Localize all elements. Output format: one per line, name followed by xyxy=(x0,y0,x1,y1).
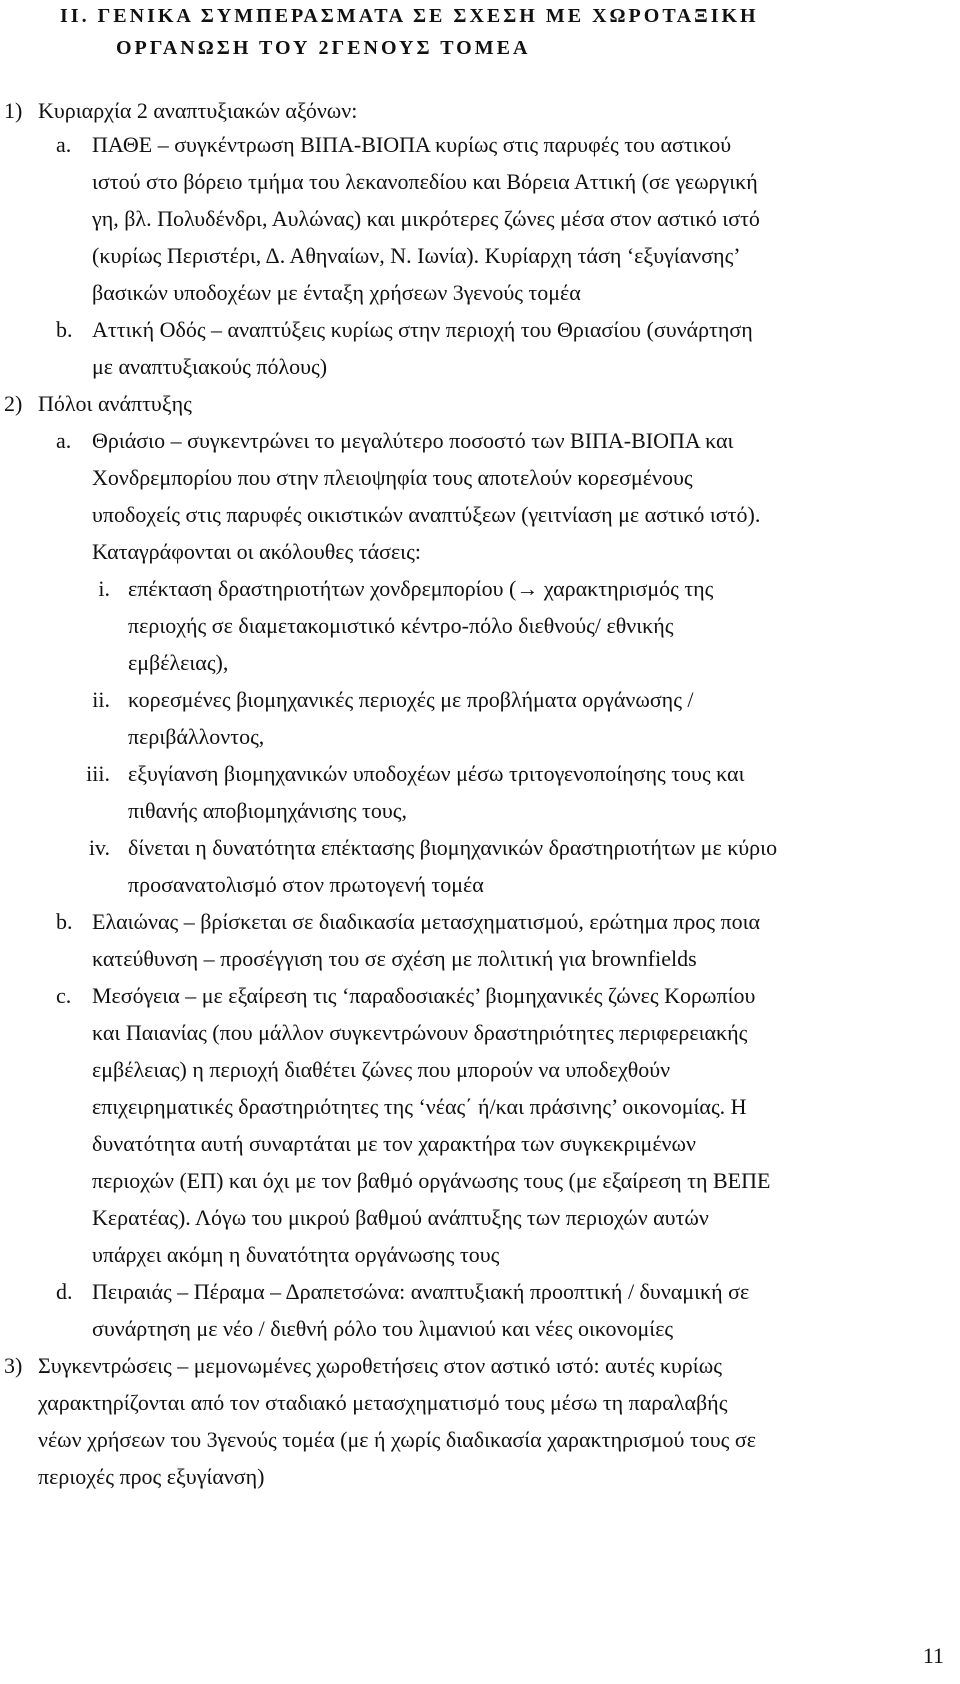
item-2b-label: b. xyxy=(56,909,73,934)
item-2b-line: κατεύθυνση – προσέγγιση του σε σχέση με πολιτική για brownfields xyxy=(92,946,697,971)
item-2-label: 2) xyxy=(4,391,23,416)
item-2c-line: Μεσόγεια – με εξαίρεση τις ‘παραδοσιακές’ βιομηχανικές ζώνες Κορωπίου xyxy=(92,983,756,1008)
item-1a-line: βασικών υποδοχέων με ένταξη χρήσεων 3γενούς τομέα xyxy=(92,280,581,305)
item-2c-label: c. xyxy=(56,983,72,1008)
arrow-right-icon: → xyxy=(516,576,539,601)
item-3-line: χαρακτηρίζονται από τον σταδιακό μετασχηματισμό τους μέσω τη παραλαβής xyxy=(38,1390,728,1415)
item-1a-label: a. xyxy=(56,132,72,157)
item-2a-i-text-post: χαρακτηρισμός της xyxy=(538,576,714,601)
item-2d-line: συνάρτηση με νέο / διεθνή ρόλο του λιμανιού και νέες οικονομίες xyxy=(92,1316,674,1341)
item-3-line: νέων χρήσεων του 3γενούς τομέα (με ή χωρίς διαδικασία χαρακτηρισμού τους σε xyxy=(38,1427,756,1452)
item-1-title: Κυριαρχία 2 αναπτυξιακών αξόνων: xyxy=(38,98,358,123)
item-2a-iv-line: δίνεται η δυνατότητα επέκτασης βιομηχανικών δραστηριοτήτων με κύριο xyxy=(128,835,778,860)
item-2c-line: δυνατότητα αυτή συναρτάται με τον χαρακτήρα των συγκεκριμένων xyxy=(92,1131,696,1156)
item-2c-line: και Παιανίας (που μάλλον συγκεντρώνουν δραστηριότητες περιφερειακής xyxy=(92,1020,748,1045)
item-1a-line: ΠΑΘΕ – συγκέντρωση ΒΙΠΑ-ΒΙΟΠΑ κυρίως στις παρυφές του αστικού xyxy=(92,132,732,157)
item-2-title: Πόλοι ανάπτυξης xyxy=(38,391,192,416)
item-2a-i-label: i. xyxy=(98,576,110,601)
item-2a-line: Καταγράφονται οι ακόλουθες τάσεις: xyxy=(92,539,421,564)
item-2c-line: εμβέλειας) η περιοχή διαθέτει ζώνες που μπορούν να υποδεχθούν xyxy=(92,1057,671,1082)
item-2d-line: Πειραιάς – Πέραμα – Δραπετσώνα: αναπτυξιακή προοπτική / δυναμική σε xyxy=(92,1279,750,1304)
item-1b-label: b. xyxy=(56,317,73,342)
item-2c-line: Κερατέας). Λόγω του μικρού βαθμού ανάπτυξης των περιοχών αυτών xyxy=(92,1205,709,1230)
item-2c-line: περιοχών (ΕΠ) και όχι με τον βαθμό οργάνωσης τους (με εξαίρεση τη ΒΕΠΕ xyxy=(92,1168,771,1193)
item-2a-i-line: περιοχής σε διαμετακομιστικό κέντρο-πόλο διεθνούς/ εθνικής xyxy=(128,613,674,638)
item-1b-line: Αττική Οδός – αναπτύξεις κυρίως στην περιοχή του Θριασίου (συνάρτηση xyxy=(92,317,753,342)
section-heading-line-1: ΙΙ. ΓΕΝΙΚΑ ΣΥΜΠΕΡΑΣΜΑΤΑ ΣΕ ΣΧΕΣΗ ΜΕ ΧΩΡΟΤΑΞΙΚΗ xyxy=(60,5,759,27)
item-2a-i-text-pre: επέκταση δραστηριοτήτων χονδρεμπορίου ( xyxy=(128,576,517,601)
item-1a-line: (κυρίως Περιστέρι, Δ. Αθηναίων, Ν. Ιωνία). Κυρίαρχη τάση ‘εξυγίανσης’ xyxy=(92,243,741,268)
item-1a-line: ιστού στο βόρειο τμήμα του λεκανοπεδίου και Βόρεια Αττική (σε γεωργική xyxy=(92,169,758,194)
item-2a-line: Χονδρεμπορίου που στην πλειοψηφία τους αποτελούν κορεσμένους xyxy=(92,465,693,490)
item-2a-ii-label: ii. xyxy=(92,687,110,712)
item-1-label: 1) xyxy=(4,98,23,123)
item-2a-iii-label: iii. xyxy=(86,761,110,786)
item-3-line: Συγκεντρώσεις – μεμονωμένες χωροθετήσεις στον αστικό ιστό: αυτές κυρίως xyxy=(38,1353,722,1378)
item-2a-iii-line: πιθανής αποβιομηχάνισης τους, xyxy=(128,798,407,823)
item-2a-ii-line: περιβάλλοντος, xyxy=(128,724,265,749)
item-2d-label: d. xyxy=(56,1279,73,1304)
item-1a-line: γη, βλ. Πολυδένδρι, Αυλώνας) και μικρότερες ζώνες μέσα στον αστικό ιστό xyxy=(92,206,760,231)
item-2b-line: Ελαιώνας – βρίσκεται σε διαδικασία μετασχηματισμού, ερώτημα προς ποια xyxy=(92,909,761,934)
item-3-label: 3) xyxy=(4,1353,23,1378)
page-number: 11 xyxy=(922,1643,944,1668)
item-2a-ii-line: κορεσμένες βιομηχανικές περιοχές με προβλήματα οργάνωσης / xyxy=(128,687,694,712)
item-2a-i-line xyxy=(128,574,713,604)
item-2a-i-line: εμβέλειας), xyxy=(128,650,229,675)
item-2a-label: a. xyxy=(56,428,72,453)
section-heading-line-2: ΟΡΓΑΝΩΣΗ ΤΟΥ 2ΓΕΝΟΥΣ ΤΟΜΕΑ xyxy=(116,37,531,59)
item-2c-line: επιχειρηματικές δραστηριότητες της ‘νέας΄ ή/και πράσινης’ οικονομίας. Η xyxy=(92,1094,747,1119)
item-3-line: περιοχές προς εξυγίανση) xyxy=(38,1464,265,1489)
item-1b-line: με αναπτυξιακούς πόλους) xyxy=(92,354,328,379)
item-2c-line: υπάρχει ακόμη η δυνατότητα οργάνωσης τους xyxy=(92,1242,500,1267)
item-2a-line: υποδοχείς στις παρυφές οικιστικών αναπτύξεων (γειτνίαση με αστικό ιστό). xyxy=(92,502,761,527)
item-2a-iii-line: εξυγίανση βιομηχανικών υποδοχέων μέσω τριτογενοποίησης τους και xyxy=(128,761,745,786)
item-2a-iv-line: προσανατολισμό στον πρωτογενή τομέα xyxy=(128,872,484,897)
item-2a-iv-label: iv. xyxy=(88,835,110,860)
item-2a-line: Θριάσιο – συγκεντρώνει το μεγαλύτερο ποσοστό των ΒΙΠΑ-ΒΙΟΠΑ και xyxy=(92,428,734,453)
